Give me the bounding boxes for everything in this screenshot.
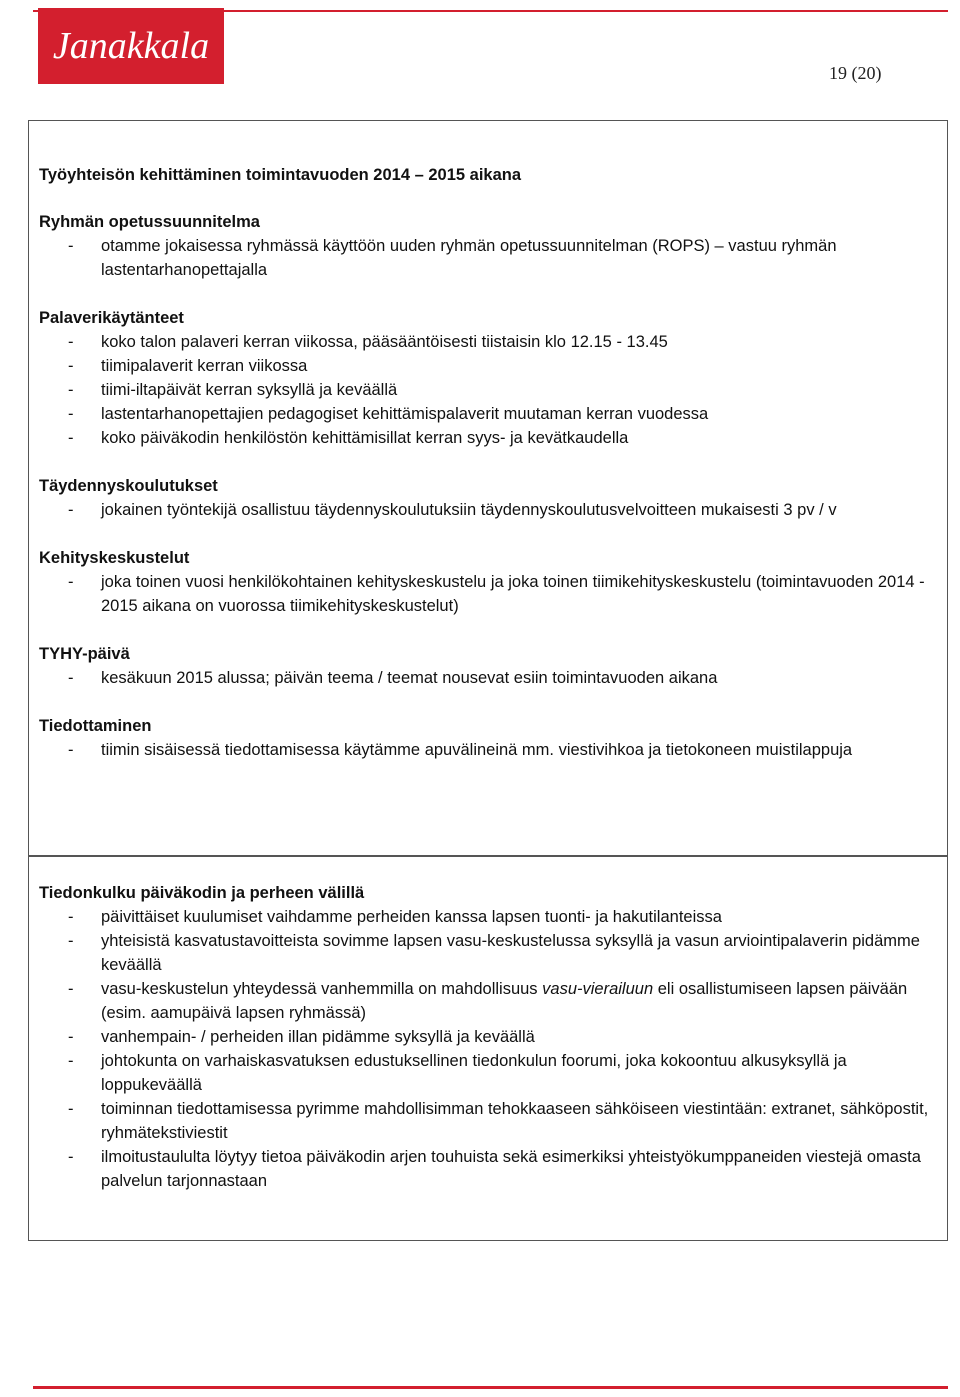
section (39, 546, 937, 618)
logo-text: Janakkala (52, 25, 210, 67)
list-item: - yhteisistä kasvatustavoitteista sovimme lapsen vasu-keskustelussa syksyllä ja vasun arviointipalaverin pidämme keväällä (39, 929, 937, 977)
information-flow-content (39, 881, 937, 1193)
list-item: - lastentarhanopettajien pedagogiset kehittämispalaverit muutaman kerran vuodessa (39, 402, 937, 426)
list-item-emphasis: vasu-vierailuun (542, 980, 654, 998)
bullet-list (39, 666, 937, 690)
section-heading: Palaverikäytänteet (39, 309, 184, 327)
page-number: 19 (20) (829, 63, 882, 83)
list-item: - tiimi-iltapäivät kerran syksyllä ja keväällä (39, 378, 937, 402)
section-heading: Tiedottaminen (39, 717, 152, 735)
section (39, 714, 937, 762)
box2-heading: Tiedonkulku päiväkodin ja perheen välillä (39, 884, 365, 902)
list-item: - koko talon palaveri kerran viikossa, pääsääntöisesti tiistaisin klo 12.15 - 13.45 (39, 330, 937, 354)
list-item: - päivittäiset kuulumiset vaihdamme perheiden kanssa lapsen tuonti- ja hakutilanteissa (39, 905, 937, 929)
section-heading: TYHY-päivä (39, 645, 130, 663)
section (39, 474, 937, 522)
footer-rule (33, 1386, 948, 1389)
list-item: - jokainen työntekijä osallistuu täydennyskoulutuksiin täydennyskoulutusvelvoitteen mukaisesti 3 pv / v (39, 498, 937, 522)
work-community-box (28, 120, 948, 856)
bullet-list (39, 498, 937, 522)
bullet-list (39, 738, 937, 762)
list-item (39, 977, 937, 1025)
section (39, 210, 937, 282)
list-item: - tiimipalaverit kerran viikossa (39, 354, 937, 378)
bullet-list (39, 570, 937, 618)
list-item: - ilmoitustaululta löytyy tietoa päiväkodin arjen touhuista sekä esimerkiksi yhteistyökumppaneiden viestejä omasta palvelun tarjonnastaan (39, 1145, 937, 1193)
information-flow-box (28, 856, 948, 1241)
section-heading: Kehityskeskustelut (39, 549, 190, 567)
list-item: - tiimin sisäisessä tiedottamisessa käytämme apuvälineinä mm. viestivihkoa ja tietokoneen muistilappuja (39, 738, 937, 762)
box1-title: Työyhteisön kehittäminen toimintavuoden 2014 – 2015 aikana (39, 166, 522, 184)
list-item-text: vasu-keskustelun yhteydessä vanhemmilla on mahdollisuus (101, 980, 543, 998)
section-heading: Ryhmän opetussuunnitelma (39, 213, 260, 231)
list-item-text: eli osallistumiseen lapsen päivään (esim. aamupäivä lapsen ryhmässä) (101, 980, 908, 1022)
section (39, 642, 937, 690)
list-item: - kesäkuun 2015 alussa; päivän teema / teemat nousevat esiin toimintavuoden aikana (39, 666, 937, 690)
work-community-content (39, 163, 937, 762)
bullet-list (39, 330, 937, 450)
bullet-list (39, 905, 937, 1193)
list-item: - johtokunta on varhaiskasvatuksen edustuksellinen tiedonkulun foorumi, joka kokoontuu alkusyksyllä ja loppukeväällä (39, 1049, 937, 1097)
janakkala-logo (38, 8, 224, 84)
list-item: - toiminnan tiedottamisessa pyrimme mahdollisimman tehokkaaseen sähköiseen viestintään: extranet, sähköpostit, ryhmätekstiviestit (39, 1097, 937, 1145)
section (39, 306, 937, 450)
list-item: - joka toinen vuosi henkilökohtainen kehityskeskustelu ja joka toinen tiimikehityskeskustelu (toimintavuoden 2014 - 2015 aikana on vuorossa tiimikehityskeskustelut) (39, 570, 937, 618)
list-item: - koko päiväkodin henkilöstön kehittämisillat kerran syys- ja kevätkaudella (39, 426, 937, 450)
list-item: - otamme jokaisessa ryhmässä käyttöön uuden ryhmän opetussuunnitelman (ROPS) – vastuu ryhmän lastentarhanopettajalla (39, 234, 937, 282)
bullet-list (39, 234, 937, 282)
section-heading: Täydennyskoulutukset (39, 477, 218, 495)
list-item: - vanhempain- / perheiden illan pidämme syksyllä ja keväällä (39, 1025, 937, 1049)
